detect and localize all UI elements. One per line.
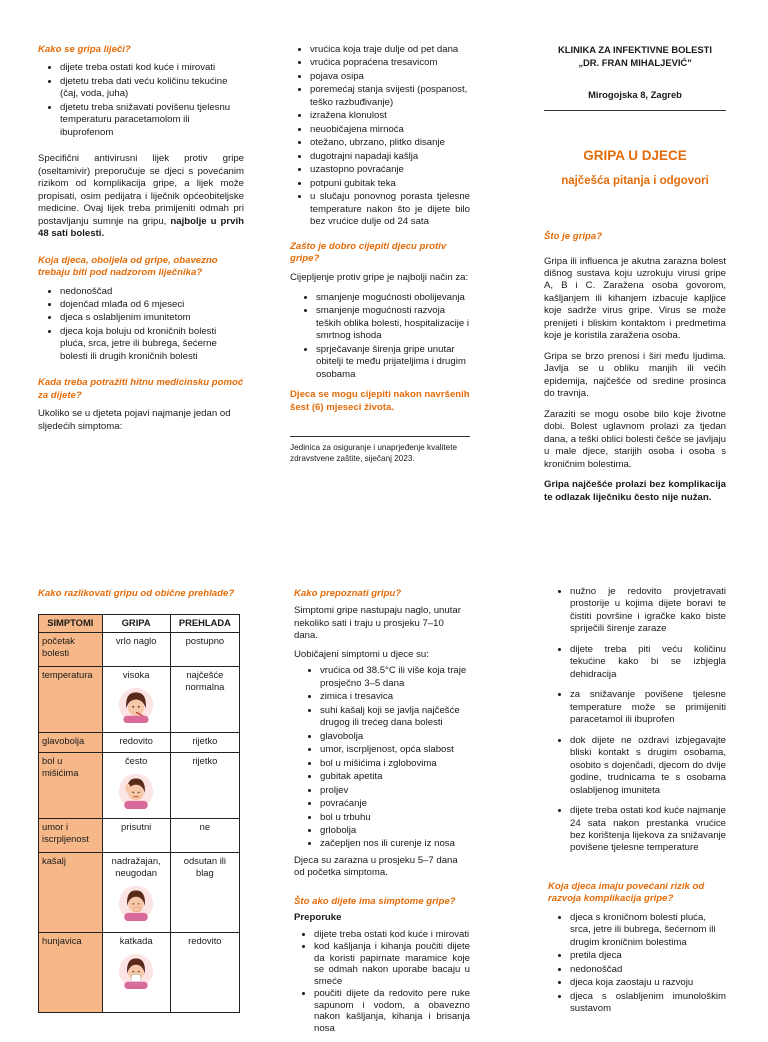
table-cell-symptom: bol u mišićima: [39, 752, 103, 818]
list-emergency-symptoms: [290, 44, 470, 229]
table-cell-cold: redovito: [170, 932, 239, 1012]
list-risk-groups: [548, 912, 726, 1016]
list-item: • pojava osipa: [310, 71, 470, 83]
list-item: • djetetu treba dati veću količinu tekućine (čaj, voda, juha): [60, 76, 244, 101]
paragraph-no-complications: Gripa najčešće prolazi bez komplikacija te odlazak liječniku često nije nužan.: [544, 479, 726, 503]
vaccine-age-note: Djeca se mogu cijepiti nakon navršenih šest (6) mjeseci života.: [290, 389, 470, 413]
table-cell-flu-with-icon: [102, 932, 170, 1012]
list-item: • sprječavanje širenja gripe unutar obitelji te među prijateljima i drugim osobama: [316, 344, 470, 381]
table-cell-cold: rijetko: [170, 732, 239, 752]
table-row: [39, 732, 240, 752]
table-header-flu: GRIPA: [102, 615, 170, 632]
list-treatment: [38, 62, 244, 139]
subheading-recommendations: Preporuke: [294, 912, 342, 924]
table-cell-flu: često: [124, 754, 148, 766]
paragraph-antiviral-bold: najbolje u prvih 48 sati bolesti.: [38, 215, 244, 240]
list-item: • u slučaju ponovnog porasta tjelesne temperature nakon što je dijete bilo bez vrućice dulje od 24 sata: [310, 191, 470, 228]
list-item: • začepljen nos ili curenje iz nosa: [320, 838, 470, 850]
list-supervision: [38, 286, 244, 364]
table-header-cold: PREHLADA: [170, 615, 239, 632]
brochure-title: GRIPA U DJECE: [583, 147, 687, 163]
list-item: • dugotrajni napadaji kašlja: [310, 151, 470, 163]
table-cell-symptom: hunjavica: [39, 932, 103, 1012]
list-item: • dok dijete ne ozdravi izbjegavajte bliski kontakt s drugim osobama, osobito s dojenčadi, djecom do dvije godine, trudnicama te s osobama oslabljenog imuniteta: [570, 735, 726, 797]
list-item: • suhi kašalj koji se javlja najčešće drugog ili trećeg dana bolesti: [320, 705, 470, 730]
list-item: • nužno je redovito provjetravati prostorije u kojima dijete boravi te čistiti površine i igračke kako biste spriječili širenje zaraze: [570, 586, 726, 636]
table-cell-flu: prisutni: [102, 818, 170, 852]
list-item: • djeca koja boluju od kroničnih bolesti pluća, srca, jetre ili bubrega, šećerne bolesti ili drugih kroničnih bolesti: [60, 326, 244, 363]
table-row: [39, 818, 240, 852]
list-item: • djetetu treba snižavati povišenu tjelesnu temperaturu paracetamolom ili ibuprofenom: [60, 102, 244, 139]
table-cell-flu: visoka: [122, 668, 150, 680]
paragraph-who-infected: Zaraziti se mogu osobe bilo koje životne dobi. Bolest uglavnom prolazi za tjedan dana, a teški oblici bolesti češće se javljaju u male djece, starijih osoba i osoba s kroničnim bolestima.: [544, 408, 726, 470]
list-item: • dojenčad mlađa od 6 mjeseci: [60, 299, 244, 311]
paragraph-common-symptoms: Uobičajeni simptomi u djece su:: [294, 648, 429, 660]
table-cell-flu-with-icon: [102, 666, 170, 732]
list-common-symptoms: [294, 665, 470, 851]
list-item: • za snižavanje povišene tjelesne temperature može se primijeniti paracetamol ili ibuprofen: [570, 689, 726, 726]
table-cell-flu-with-icon: [102, 752, 170, 818]
list-vaccine-benefits: [290, 292, 470, 381]
footer-quality-unit: Jedinica za osiguranje i unaprjeđenje kvalitete zdravstvene zaštite, siječanj 2023.: [290, 443, 458, 463]
table-row: [39, 632, 240, 666]
heading-recognize-flu: Kako prepoznati gripu?: [294, 588, 402, 599]
list-item: • dijete treba ostati kod kuće najmanje 24 sata nakon prestanka vrućice bez korištenja lijekova za snižavanje povišene tjelesne temperature: [570, 805, 726, 855]
table-cell-symptom: početak bolesti: [39, 632, 103, 666]
list-item: • bol u mišićima i zglobovima: [320, 758, 470, 770]
paragraph-antiviral: [38, 153, 244, 240]
paragraph-onset: Simptomi gripe nastupaju naglo, unutar nekoliko sati i traju u prosjeku 7–10 dana.: [294, 605, 461, 642]
table-cell-flu: vrlo naglo: [102, 632, 170, 666]
list-item: • glavobolja: [320, 731, 470, 743]
list-item: • nedonoščad: [60, 286, 244, 298]
list-item: • umor, iscrpljenost, opća slabost: [320, 744, 470, 756]
clinic-name-line2: „DR. FRAN MIHALJEVIĆ": [578, 56, 692, 68]
list-item: • djeca koja zaostaju u razvoju: [570, 977, 726, 989]
table-row: [39, 932, 240, 1012]
table-cell-symptom: glavobolja: [39, 732, 103, 752]
table-cell-symptom: umor i iscrpljenost: [39, 818, 103, 852]
panel-flu-vs-cold: [38, 588, 244, 1013]
table-cell-cold: rijetko: [170, 752, 239, 818]
paragraph-antiviral-text: Specifični antivirusni lijek protiv gripe (oseltamivir) preporučuje se djeci s povećanim rizikom od komplikacija gripe, a lijek može propisati, osim pedijatra i liječnik općeobiteljske medicine. Ovaj lijek treba primijeniti odmah pri postavljanju sumnje na gripu,: [38, 153, 244, 227]
list-home-care: [548, 586, 726, 855]
paragraph-emergency: Ukoliko se u djeteta pojavi najmanje jedan od sljedećih simptoma:: [38, 408, 231, 432]
table-row: [39, 666, 240, 732]
list-item: • uzastopno povraćanje: [310, 164, 470, 176]
list-item: • izražena klonulost: [310, 110, 470, 122]
list-item: • povraćanje: [320, 798, 470, 810]
table-cell-cold: najčešće normalna: [170, 666, 239, 732]
list-item: • zimica i tresavica: [320, 691, 470, 703]
coughing-child-icon: [118, 885, 154, 921]
heading-risk-groups: Koja djeca imaju povećani rizik od razvoja komplikacija gripe?: [548, 880, 705, 905]
list-item: • proljev: [320, 785, 470, 797]
paragraph-definition: Gripa ili influenca je akutna zarazna bolest dišnog sustava koju uzrokuju virusi gripe A, B i C. Zaražena osoba govorom, kašljanjem ili kihanjem izbacuje kapljice koje sadrže virus gripe. Virus se može prenijeti i bliskim kontaktom i predmetima koje je koristila zaražena osoba.: [544, 255, 726, 342]
list-item: • dijete treba ostati kod kuće i mirovati: [314, 929, 470, 941]
list-item: • neuobičajena mirnoća: [310, 124, 470, 136]
list-item: • kod kašljanja i kihanja poučiti dijete da koristi papirnate maramice koje se odmah nakon uporabe bacaju u smeće: [314, 941, 470, 987]
heading-why-vaccinate: Zašto je dobro cijepiti djecu protiv gripe?: [290, 240, 447, 265]
heading-how-treated: Kako se gripa liječi?: [38, 44, 131, 55]
paragraph-vaccine-intro: Cijepljenje protiv gripe je najbolji način za:: [290, 271, 469, 283]
headache-child-icon: [118, 773, 154, 809]
clinic-name-line1: KLINIKA ZA INFEKTIVNE BOLESTI: [558, 44, 712, 55]
panel-recognize-flu: [294, 588, 470, 1042]
clinic-name: [544, 44, 726, 69]
table-cell-flu: katkada: [119, 934, 153, 946]
table-row: [39, 852, 240, 932]
heading-what-is-flu: Što je gripa?: [544, 231, 603, 243]
paragraph-contagious: Djeca su zarazna u prosjeku 5–7 dana od početka simptoma.: [294, 854, 458, 879]
list-item: • vrućica popraćena tresavicom: [310, 57, 470, 69]
list-item: • poremećaj stanja svijesti (pospanost, teško razbuđivanje): [310, 84, 470, 109]
list-item: • bol u trbuhu: [320, 812, 470, 824]
table-cell-flu: nadražajan, neugodan: [111, 854, 161, 878]
table-cell-cold: ne: [170, 818, 239, 852]
heading-what-if-symptoms: Što ako dijete ima simptome gripe?: [294, 895, 456, 907]
table-cell-flu: redovito: [102, 732, 170, 752]
table-cell-cold: odsutan ili blag: [170, 852, 239, 932]
flu-vs-cold-table: [38, 614, 240, 1012]
panel-symptoms-vaccine: [290, 44, 470, 473]
list-item: • nedonoščad: [570, 964, 726, 976]
clinic-address: Mirogojska 8, Zagreb: [588, 89, 682, 101]
list-item: • djeca s oslabljenim imunitetom: [60, 312, 244, 324]
list-item: • dijete treba ostati kod kuće i mirovati: [60, 62, 244, 74]
heading-flu-vs-cold: Kako razlikovati gripu od obične prehlade?: [38, 588, 235, 599]
table-cell-symptom: kašalj: [39, 852, 103, 932]
list-item: • pretila djeca: [570, 950, 726, 962]
list-item: • gubitak apetita: [320, 771, 470, 783]
panel-cover: [544, 44, 726, 512]
paragraph-spread: Gripa se brzo prenosi i širi među ljudima. Javlja se u obliku manjih ili većih epidemija, najčešće od sredine prosinca do travnja.: [544, 350, 726, 400]
list-item: • dijete treba piti veću količinu tekućine kako bi se izbjegla dehidracija: [570, 644, 726, 681]
list-item: • potpuni gubitak teka: [310, 178, 470, 190]
table-row: [39, 752, 240, 818]
sneezing-child-icon: [118, 953, 154, 989]
table-cell-flu-with-icon: [102, 852, 170, 932]
panel-care-risk: [548, 586, 726, 1024]
list-item: • djeca s kroničnom bolesti pluća, srca, jetre ili bubrega, šećernom ili drugim kroničnim bolestima: [570, 912, 726, 949]
list-item: • grlobolja: [320, 825, 470, 837]
header-divider: [544, 110, 726, 111]
list-item: • otežano, ubrzano, plitko disanje: [310, 137, 470, 149]
list-item: • vrućica koja traje dulje od pet dana: [310, 44, 470, 56]
heading-emergency: Kada treba potražiti hitnu medicinsku pomoć za dijete?: [38, 377, 244, 401]
list-item: • smanjenje mogućnosti obolijevanja: [316, 292, 470, 304]
table-cell-symptom: temperatura: [39, 666, 103, 732]
list-item: • vrućica od 38.5°C ili više koja traje prosječno 3–5 dana: [320, 665, 470, 690]
table-cell-cold: postupno: [170, 632, 239, 666]
list-item: • poučiti dijete da redovito pere ruke sapunom i vodom, a obavezno nakon kašljanja, kihanja i brisanja nosa: [314, 988, 470, 1034]
footer-divider: [290, 436, 470, 437]
heading-supervision: Koja djeca, oboljela od gripe, obavezno trebaju biti pod nadzorom liječnika?: [38, 254, 218, 279]
list-item: • smanjenje mogućnosti razvoja teških oblika bolesti, hospitalizacije i smrtnog ishoda: [316, 305, 470, 342]
panel-treatment: [38, 44, 244, 441]
table-header-row: [39, 615, 240, 632]
table-header-symptoms: SIMPTOMI: [39, 615, 103, 632]
brochure-subtitle: najčešća pitanja i odgovori: [561, 175, 709, 188]
list-item: • djeca s oslabljenim imunološkim sustavom: [570, 991, 726, 1016]
thermometer-child-icon: [118, 687, 154, 723]
list-recommendations: [294, 929, 470, 1035]
